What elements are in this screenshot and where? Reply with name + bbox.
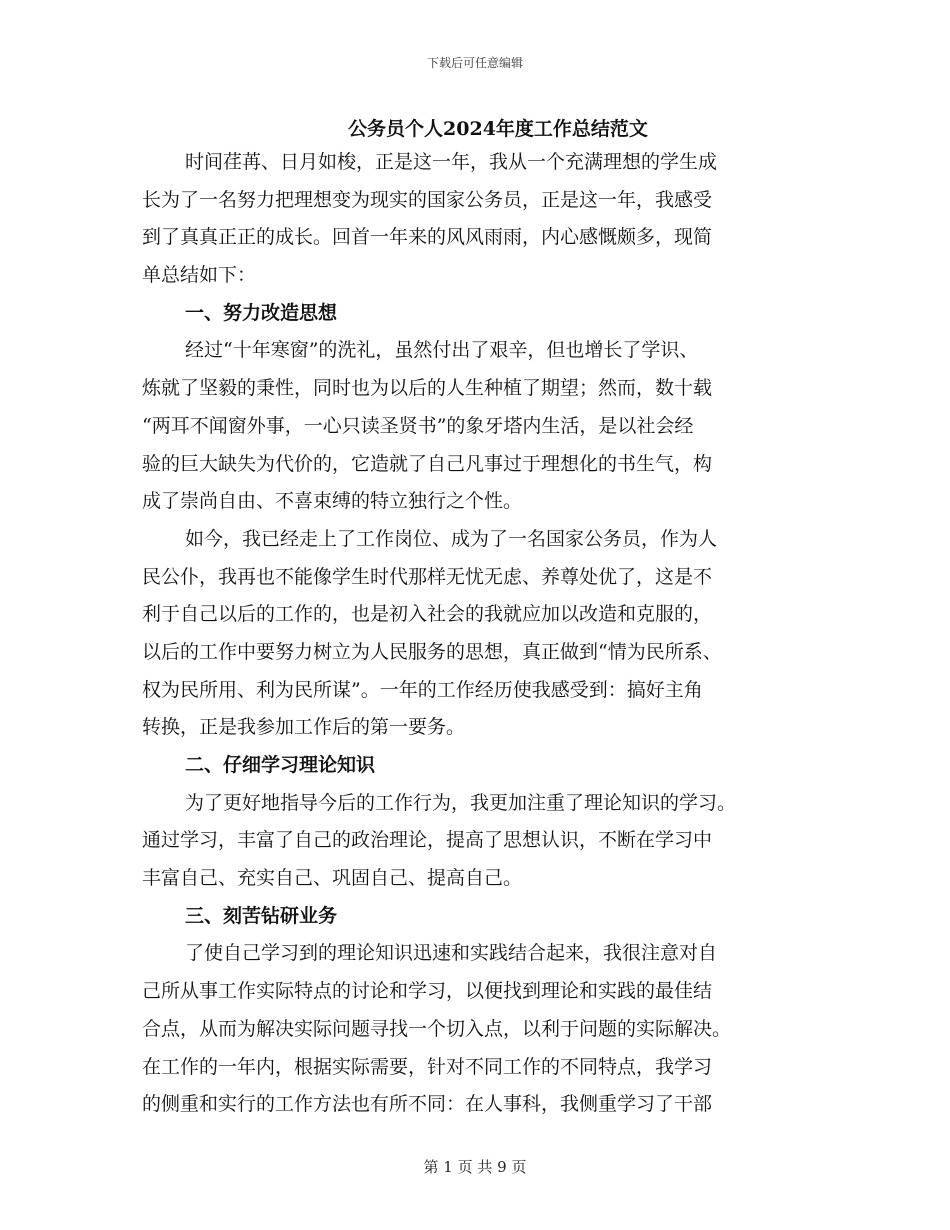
text-line: 以后的工作中要努力树立为人民服务的思想，真正做到“情为民所系、	[142, 640, 722, 663]
text-line: 在工作的一年内，根据实际需要，针对不同工作的不同特点，我学习	[142, 1055, 713, 1078]
text-line: “两耳不闻窗外事，一心只读圣贤书”的象牙塔内生活，是以社会经	[142, 414, 694, 437]
text-line: 的侧重和实行的工作方法也有所不同：在人事科，我侧重学习了干部	[142, 1093, 713, 1116]
document-body	[142, 144, 802, 1124]
text-line: 成了崇尚自由、不喜束缚的特立独行之个性。	[142, 490, 523, 513]
text-line: 经过“十年寒窗”的洗礼，虽然付出了艰辛，但也增长了学识、	[185, 339, 699, 362]
text-line: 时间荏苒、日月如梭，正是这一年，我从一个充满理想的学生成	[185, 151, 718, 173]
text-line: 长为了一名努力把理想变为现实的国家公务员，正是这一年，我感受	[142, 188, 713, 211]
text-line: 单总结如下：	[142, 264, 257, 287]
text-line: 民公仆，我再也不能像学生时代那样无忧无虑、养尊处优了，这是不	[142, 565, 713, 588]
page-header-note: 下载后可任意编辑	[426, 56, 523, 70]
text-line: 如今，我已经走上了工作岗位、成为了一名国家公务员，作为人	[185, 527, 718, 550]
text-line: 到了真真正正的成长。回首一年来的风风雨雨，内心感慨颇多，现简	[142, 226, 713, 249]
section-heading: 一、努力改造思想	[185, 301, 338, 324]
text-line: 为了更好地指导今后的工作行为，我更加注重了理论知识的学习。	[185, 791, 737, 814]
page-footer: 第 1 页 共 9 页	[423, 1158, 527, 1176]
text-line: 权为民所用、利为民所谋”。一年的工作经历使我感受到：搞好主角	[142, 678, 703, 701]
text-line: 了使自己学习到的理论知识迅速和实践结合起来，我很注意对自	[185, 942, 718, 965]
text-line: 合点，从而为解决实际问题寻找一个切入点，以利于问题的实际解决。	[142, 1017, 732, 1040]
text-line: 炼就了坚毅的秉性，同时也为以后的人生种植了期望；然而，数十载	[142, 377, 713, 400]
document-title: 公务员个人2024年度工作总结范文	[348, 118, 648, 140]
text-line: 丰富自己、充实自己、巩固自己、提高自己。	[142, 867, 523, 890]
text-line: 利于自己以后的工作的，也是初入社会的我就应加以改造和克服的，	[142, 603, 713, 626]
text-line: 通过学习，丰富了自己的政治理论，提高了思想认识，不断在学习中	[142, 829, 713, 852]
section-heading: 二、仔细学习理论知识	[185, 754, 376, 776]
text-line: 验的巨大缺失为代价的，它造就了自己凡事过于理想化的书生气，构	[142, 452, 713, 475]
text-line: 转换，正是我参加工作后的第一要务。	[142, 716, 466, 739]
text-line: 己所从事工作实际特点的讨论和学习，以便找到理论和实践的最佳结	[142, 980, 713, 1003]
section-heading: 三、刻苦钻研业务	[185, 904, 338, 927]
